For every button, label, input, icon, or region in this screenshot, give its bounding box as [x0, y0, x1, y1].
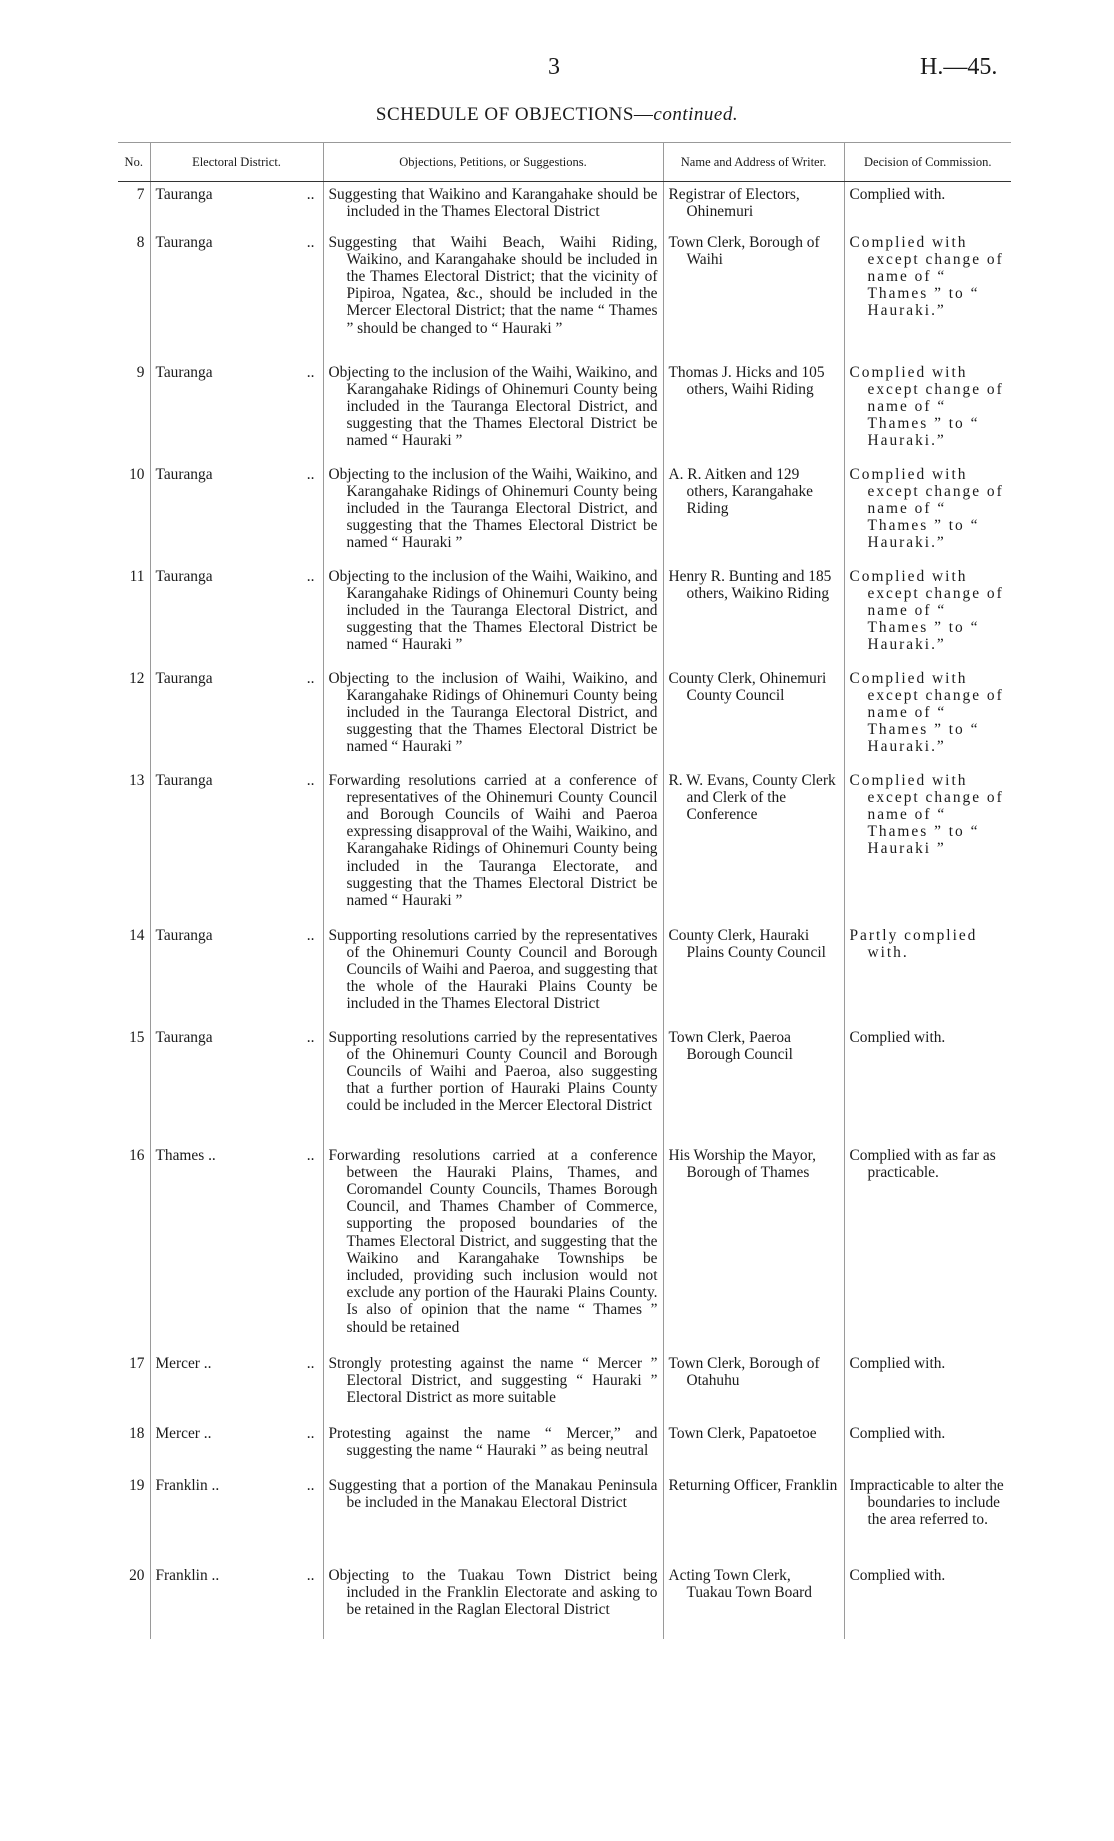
row-objection: Suggesting that Waikino and Karangahake should be included in the Thames Electoral District — [328, 186, 658, 221]
row-district: Tauranga — [155, 1028, 213, 1046]
row-number: 11 — [129, 567, 145, 585]
table-row — [118, 1351, 1011, 1421]
row-number: 14 — [129, 926, 145, 944]
table-row — [118, 1421, 1011, 1473]
row-writer: Thomas J. Hicks and 105 others, Waihi Riding — [668, 363, 825, 398]
row-district: Mercer .. — [155, 1424, 212, 1442]
leader-dots: .. — [306, 771, 315, 789]
leader-dots: .. — [306, 465, 315, 483]
row-decision: Complied with. — [849, 1566, 946, 1584]
document-code: H.—45. — [920, 54, 998, 80]
table-row — [118, 1025, 1011, 1143]
col-header-writer: Name and Address of Writer. — [663, 143, 844, 182]
schedule-title-continued: continued. — [653, 104, 739, 125]
table-row — [118, 923, 1011, 1025]
row-district: Tauranga — [155, 771, 213, 789]
row-decision: Complied with except change of name of “ Thames ” to “ Hauraki.” — [849, 567, 1004, 654]
table-row — [118, 360, 1011, 462]
row-objection: Strongly protesting against the name “ Mercer ” Electoral District, and suggesting “ Hauraki ” Electoral District as more suitable — [328, 1354, 658, 1406]
row-district: Franklin .. — [155, 1476, 220, 1494]
leader-dots: .. — [306, 1146, 315, 1164]
row-number: 10 — [129, 465, 145, 483]
row-decision: Complied with except change of name of “ Thames ” to “ Hauraki.” — [849, 363, 1004, 450]
row-writer: County Clerk, Ohinemuri County Council — [668, 669, 827, 704]
row-objection: Forwarding resolutions carried at a conference between the Hauraki Plains, Thames, and Coromandel County Councils, Thames Borough Council, and Thames Chamber of Commerce, supporting the proposed boundaries of the Thames Electoral District, and suggesting that the Waikino and Karangahake Townships be included, providing such inclusion would not exclude any portion of the Hauraki Plains County. Is also of opinion that the name “ Thames ” should be retained — [328, 1146, 658, 1336]
row-number: 16 — [129, 1146, 145, 1164]
row-number: 17 — [129, 1354, 145, 1372]
table-row — [118, 666, 1011, 768]
col-header-decision: Decision of Commission. — [844, 143, 1011, 182]
col-header-no: No. — [118, 143, 150, 182]
table-row — [118, 768, 1011, 923]
table-row — [118, 564, 1011, 666]
row-writer: Acting Town Clerk, Tuakau Town Board — [668, 1566, 812, 1601]
row-decision: Complied with except change of name of “ Thames ” to “ Hauraki.” — [849, 669, 1004, 756]
table-row — [118, 182, 1011, 230]
row-decision: Complied with. — [849, 1424, 946, 1442]
row-writer: His Worship the Mayor, Borough of Thames — [668, 1146, 816, 1181]
row-district: Tauranga — [155, 233, 213, 251]
row-decision: Complied with. — [849, 1354, 946, 1372]
row-number: 18 — [129, 1424, 145, 1442]
table-row — [118, 230, 1011, 360]
row-objection: Supporting resolutions carried by the representatives of the Ohinemuri County Council and Borough Councils of Waihi and Paeroa, also suggesting that a further portion of Hauraki Plains County could be included in the Mercer Electoral District — [328, 1028, 658, 1115]
row-decision: Complied with as far as practicable. — [849, 1146, 996, 1181]
row-number: 19 — [129, 1476, 145, 1494]
row-district: Franklin .. — [155, 1566, 220, 1584]
table-row — [118, 1143, 1011, 1351]
row-decision: Complied with except change of name of “ Thames ” to “ Hauraki.” — [849, 233, 1004, 320]
leader-dots: .. — [306, 1566, 315, 1584]
row-decision: Complied with. — [849, 1028, 946, 1046]
row-objection: Objecting to the inclusion of the Waihi, Waikino, and Karangahake Ridings of Ohinemuri County being included in the Tauranga Electoral District, and suggesting that the Thames Electoral District be named “ Hauraki ” — [328, 465, 658, 552]
row-number: 20 — [129, 1566, 145, 1584]
row-number: 7 — [136, 186, 145, 203]
leader-dots: .. — [306, 186, 315, 203]
row-objection: Objecting to the inclusion of Waihi, Waikino, and Karangahake Ridings of Ohinemuri County being included in the Tauranga Electoral District, and suggesting that the Thames Electoral District be named “ Hauraki ” — [328, 669, 658, 756]
row-objection: Suggesting that Waihi Beach, Waihi Riding, Waikino, and Karangahake should be included in the Thames Electoral District; that the vicinity of Pipiroa, Ngatea, &c., should be included in the Mercer Electoral District; that the name “ Thames ” should be changed to “ Hauraki ” — [328, 233, 658, 337]
row-writer: Returning Officer, Franklin — [668, 1476, 838, 1494]
row-decision: Complied with. — [849, 186, 946, 203]
row-district: Tauranga — [155, 926, 213, 944]
row-objection: Forwarding resolutions carried at a conference of representatives of the Ohinemuri County Council and Borough Councils of Waihi and Paeroa expressing disapproval of the Waihi, Waikino, and Karangahake Ridings of Ohinemuri County being included in the Tauranga Electorate, and suggesting that the Thames Electoral District be named “ Hauraki ” — [328, 771, 658, 909]
row-number: 12 — [129, 669, 145, 687]
leader-dots: .. — [306, 233, 315, 251]
row-district: Tauranga — [155, 669, 213, 687]
row-district: Thames .. — [155, 1146, 216, 1164]
row-writer: Town Clerk, Papatoetoe — [668, 1424, 817, 1442]
row-writer: County Clerk, Hauraki Plains County Council — [668, 926, 826, 961]
row-objection: Supporting resolutions carried by the representatives of the Ohinemuri County Council and Borough Councils of Waihi and Paeroa, and suggesting that the whole of the Hauraki Plains County be included in the Thames Electoral District — [328, 926, 658, 1013]
objections-table — [118, 142, 1011, 1639]
row-objection: Suggesting that a portion of the Manakau Peninsula be included in the Manakau Electoral District — [328, 1476, 658, 1511]
leader-dots: .. — [306, 1354, 315, 1372]
row-objection: Objecting to the inclusion of the Waihi, Waikino, and Karangahake Ridings of Ohinemuri County being included in the Tauranga Electoral District, and suggesting that the Thames Electoral District be named “ Hauraki ” — [328, 567, 658, 654]
table-header-row — [118, 143, 1011, 182]
row-writer: Registrar of Electors, Ohinemuri — [668, 186, 800, 221]
row-objection: Objecting to the Tuakau Town District being included in the Franklin Electorate and asking to be retained in the Raglan Electoral District — [328, 1566, 658, 1618]
leader-dots: .. — [306, 567, 315, 585]
leader-dots: .. — [306, 363, 315, 381]
leader-dots: .. — [306, 1476, 315, 1494]
row-writer: Town Clerk, Borough of Otahuhu — [668, 1354, 820, 1389]
row-district: Mercer .. — [155, 1354, 212, 1372]
col-header-district: Electoral District. — [150, 143, 323, 182]
schedule-title — [0, 104, 1114, 126]
page-number: 3 — [548, 54, 560, 80]
row-decision: Impracticable to alter the boundaries to include the area referred to. — [849, 1476, 1004, 1528]
row-writer: Town Clerk, Paeroa Borough Council — [668, 1028, 793, 1063]
row-writer: A. R. Aitken and 129 others, Karangahake Riding — [668, 465, 813, 517]
table-row — [118, 1563, 1011, 1639]
table-row — [118, 1473, 1011, 1563]
col-header-objection: Objections, Petitions, or Suggestions. — [323, 143, 663, 182]
row-district: Tauranga — [155, 567, 213, 585]
row-decision: Partly complied with. — [849, 926, 978, 961]
row-objection: Objecting to the inclusion of the Waihi, Waikino, and Karangahake Ridings of Ohinemuri County being included in the Tauranga Electoral District, and suggesting that the Thames Electoral District be named “ Hauraki ” — [328, 363, 658, 450]
row-writer: Henry R. Bunting and 185 others, Waikino Riding — [668, 567, 832, 602]
leader-dots: .. — [306, 669, 315, 687]
row-number: 15 — [129, 1028, 145, 1046]
row-decision: Complied with except change of name of “ Thames ” to “ Hauraki.” — [849, 465, 1004, 552]
row-writer: Town Clerk, Borough of Waihi — [668, 233, 820, 268]
row-district: Tauranga — [155, 186, 213, 203]
row-district: Tauranga — [155, 465, 213, 483]
leader-dots: .. — [306, 1028, 315, 1046]
row-number: 9 — [136, 363, 145, 381]
leader-dots: .. — [306, 1424, 315, 1442]
schedule-title-main: SCHEDULE OF OBJECTIONS— — [375, 104, 654, 125]
row-objection: Protesting against the name “ Mercer,” and suggesting the name “ Hauraki ” as being neutral — [328, 1424, 658, 1459]
table-row — [118, 462, 1011, 564]
row-decision: Complied with except change of name of “ Thames ” to “ Hauraki ” — [849, 771, 1004, 858]
row-district: Tauranga — [155, 363, 213, 381]
leader-dots: .. — [306, 926, 315, 944]
row-number: 8 — [136, 233, 145, 251]
row-number: 13 — [129, 771, 145, 789]
row-writer: R. W. Evans, County Clerk and Clerk of the Conference — [668, 771, 836, 823]
